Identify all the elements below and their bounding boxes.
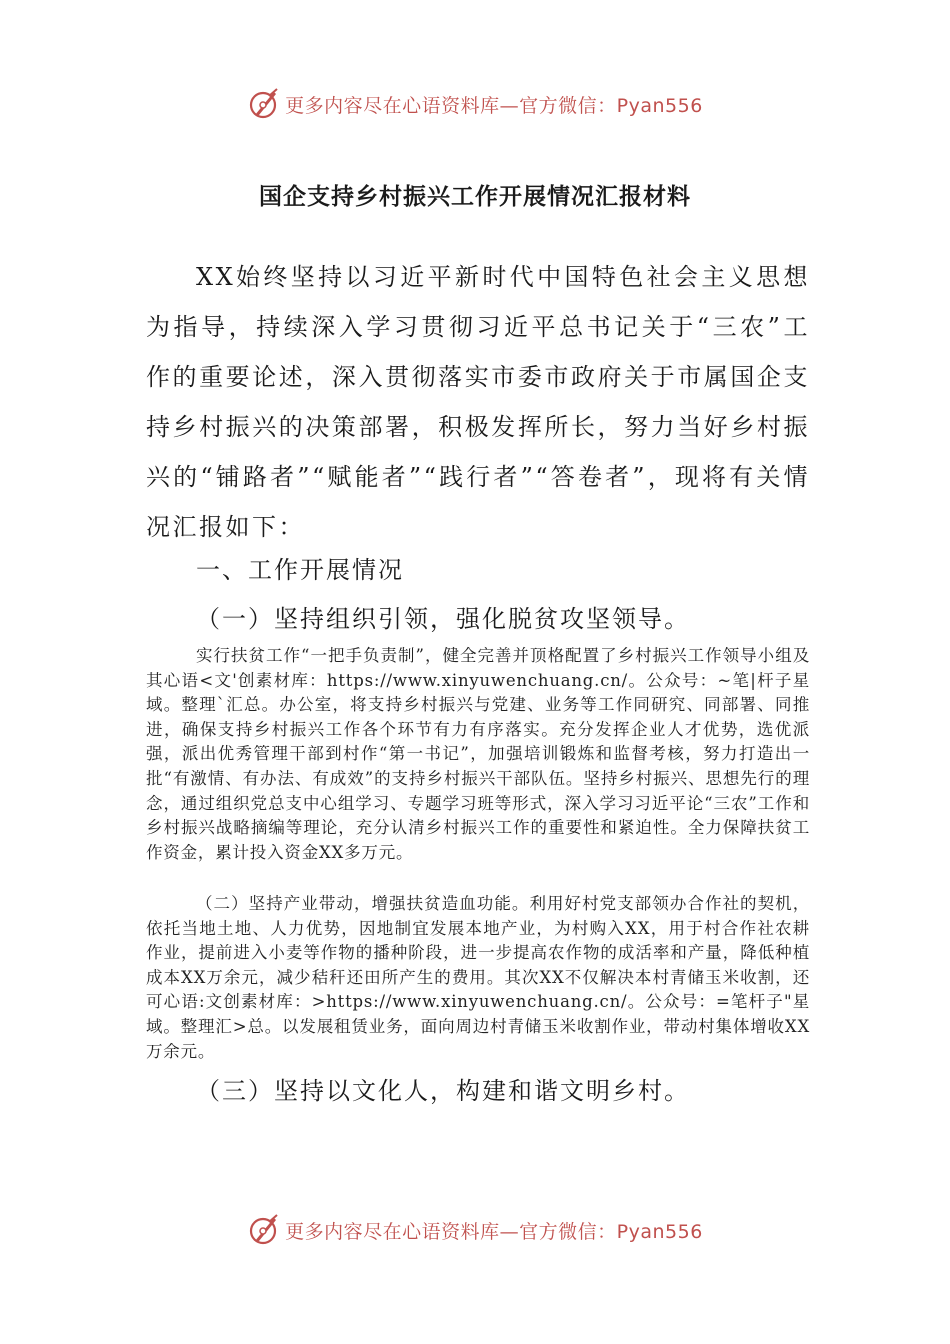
banner-text xyxy=(285,91,703,118)
intro-paragraph: XX始终坚持以习近平新时代中国特色社会主义思想为指导，持续深入学习贯彻习近平总书记关于“三农”工作的重要论述，深入贯彻落实市委市政府关于市属国企支持乡村振兴的决策部署，积极发挥所长，努力当好乡村振兴的“铺路者”“赋能者”“践行者”“答卷者”，现将有关情况汇报如下： xyxy=(146,263,810,541)
banner-slogan: 更多内容尽在心语资料库—官方微信： xyxy=(285,94,617,117)
body-paragraph-2: （二）坚持产业带动，增强扶贫造血功能。利用好村党支部领办合作社的契机，依托当地土地、人力优势，因地制宜发展本地产业，为村购入XX，用于村合作社农耕作业，提前进入小麦等作物的播种阶段，进一步提高农作物的成活率和产量，降低种植成本XX万余元，减少秸秆还田所产生的费用。其次XX不仅解决本村青储玉米收割，还可心语:文创素材库：>https://www.xinyuwenchuang.cn/。公众号：=笔杆子"星域。整理汇>总。以发展租赁业务，面向周边村青储玉米收割作业，带动村集体增收XX万余元。 xyxy=(146,894,810,1061)
banner-wechat-id: Pyan556 xyxy=(616,1220,703,1243)
quill-logo-icon xyxy=(247,1213,281,1247)
document-title: 国企支持乡村振兴工作开展情况汇报材料 xyxy=(259,183,691,210)
banner-text xyxy=(285,1217,703,1244)
body-paragraph-1: 实行扶贫工作“一把手负责制”，健全完善并顶格配置了乡村振兴工作领导小组及其心语<文'创素材库：https://www.xinyuwenchuang.cn/。公众号：~笔|杆子星域。整理`汇总。办公室，将支持乡村振兴与党建、业务等工作同研究、同部署、同推进，确保支持乡村振兴工作各个环节有力有序落实。充分发挥企业人才优势，选优派强，派出优秀管理干部到村作“第一书记”，加强培训锻炼和监督考核，努力打造出一批“有激情、有办法、有成效”的支持乡村振兴干部队伍。坚持乡村振兴、思想先行的理念，通过组织党总支中心组学习、专题学习班等形式，深入学习习近平论“三农”工作和乡村振兴战略摘编等理论，充分认清乡村振兴工作的重要性和紧迫性。全力保障扶贫工作资金，累计投入资金XX多万元。 xyxy=(146,646,810,862)
banner-wechat-id: Pyan556 xyxy=(616,94,703,117)
footer-watermark-banner xyxy=(0,1210,950,1250)
subsection-heading-1: （一）坚持组织引领，强化脱贫攻坚领导。 xyxy=(196,605,690,633)
banner-slogan: 更多内容尽在心语资料库—官方微信： xyxy=(285,1220,617,1243)
section-heading-1: 一、工作开展情况 xyxy=(196,556,404,584)
subsection-heading-3: （三）坚持以文化人，构建和谐文明乡村。 xyxy=(196,1077,690,1105)
quill-logo-icon xyxy=(247,87,281,121)
header-watermark-banner xyxy=(0,84,950,124)
